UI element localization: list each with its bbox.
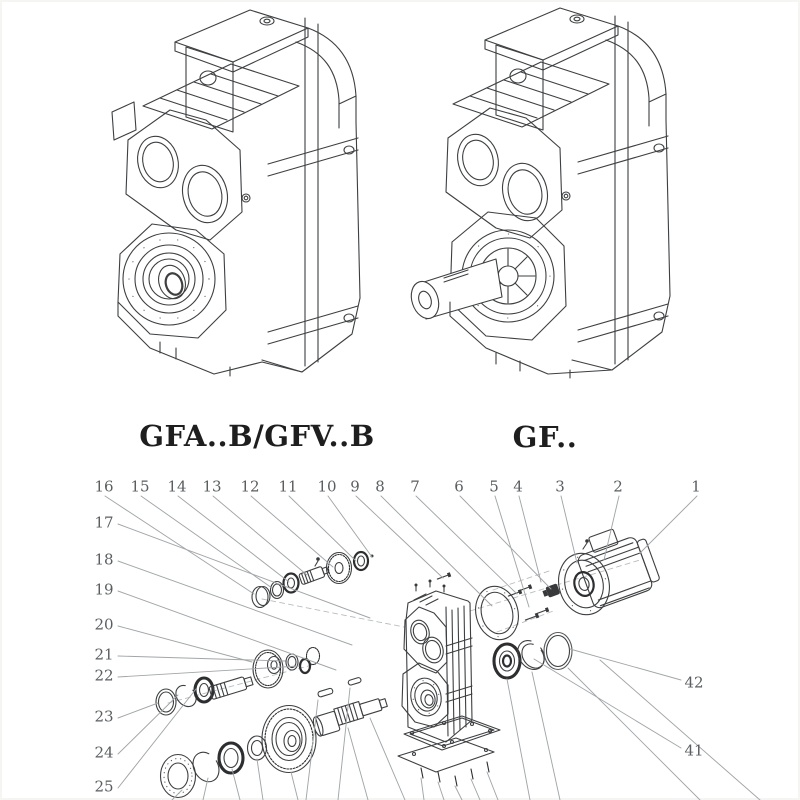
leader-lines <box>105 496 697 788</box>
gf-unit-drawing <box>407 8 670 378</box>
motor-assembly <box>552 520 662 621</box>
callout-19: 19 <box>94 580 114 599</box>
callout-7: 7 <box>410 477 420 496</box>
callout-42: 42 <box>684 673 704 692</box>
flange-gasket-ring <box>470 582 524 645</box>
callout-9: 9 <box>350 477 360 496</box>
leader-line-3 <box>561 496 577 563</box>
callout-25: 25 <box>94 777 114 796</box>
callout-18: 18 <box>94 550 114 569</box>
gfa-unit-drawing <box>112 10 360 376</box>
callout-21: 21 <box>94 645 114 664</box>
callout-23: 23 <box>94 707 114 726</box>
callout-1: 1 <box>691 477 701 496</box>
callout-15: 15 <box>130 477 150 496</box>
leader-line-21 <box>118 656 285 661</box>
bearing-ring-row <box>494 633 572 679</box>
callout-22: 22 <box>94 666 114 685</box>
leader-line-23 <box>118 703 158 718</box>
pinion-shaft-cluster <box>156 675 254 715</box>
callout-4: 4 <box>513 477 523 496</box>
leader-line-22 <box>118 666 299 677</box>
leader-line-12 <box>251 496 333 567</box>
leader-line-19 <box>118 591 336 670</box>
leader-line-6 <box>460 496 551 589</box>
callout-3: 3 <box>555 477 565 496</box>
leader-line-7 <box>416 496 517 594</box>
assembly-axis-lines <box>168 560 640 703</box>
callout-12: 12 <box>240 477 260 496</box>
callout-16: 16 <box>94 477 114 496</box>
callout-24: 24 <box>94 743 114 762</box>
leader-line-4 <box>519 496 541 582</box>
callout-6: 6 <box>454 477 464 496</box>
leader-line-13 <box>213 496 307 575</box>
callout-13: 13 <box>202 477 222 496</box>
callout-2: 2 <box>613 477 623 496</box>
leader-line-42 <box>570 649 681 680</box>
callout-5: 5 <box>489 477 499 496</box>
leader-line-16 <box>105 496 254 594</box>
callout-10: 10 <box>317 477 337 496</box>
leader-line-1 <box>640 496 697 553</box>
leader-line-8 <box>381 496 492 606</box>
leader-line-11 <box>289 496 356 561</box>
callout-14: 14 <box>167 477 187 496</box>
bottom-cover-gaskets <box>398 716 500 786</box>
leader-line-18 <box>118 561 352 645</box>
callout-20: 20 <box>94 615 114 634</box>
leader-line-5 <box>495 496 529 607</box>
leader-line-9 <box>356 496 443 578</box>
callout-11: 11 <box>278 477 298 496</box>
exploded-view <box>105 496 760 800</box>
model-label-gfab-gfvb: GFA..B/GFV..B <box>139 419 375 453</box>
model-label-gf: GF.. <box>512 420 578 454</box>
leader-line-24 <box>118 695 178 754</box>
leader-line-14 <box>178 496 289 582</box>
callout-17: 17 <box>94 513 114 532</box>
cutoff-leader-lines <box>172 660 760 800</box>
callout-8: 8 <box>375 477 385 496</box>
leader-line-41 <box>534 659 681 748</box>
callout-41: 41 <box>684 741 704 760</box>
